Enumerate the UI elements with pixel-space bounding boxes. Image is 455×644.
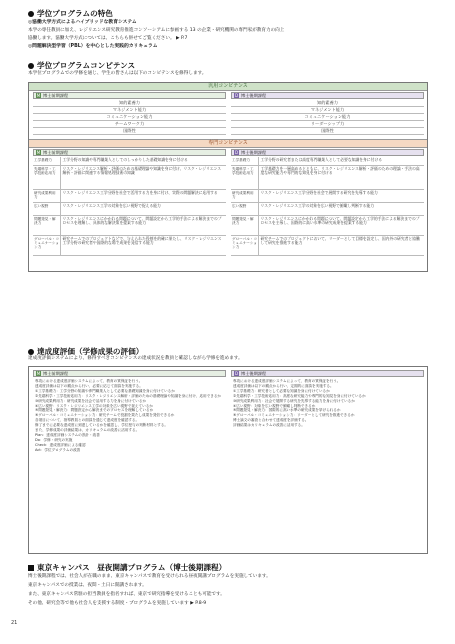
doctor-tag: D xyxy=(234,371,239,376)
spec-left-label: 研究成果利用力 xyxy=(33,190,61,203)
spec-right-label: 工学基礎力 xyxy=(231,157,259,166)
generic-right-item: リーダーシップ力 xyxy=(231,121,424,128)
generic-left-item: コミュニケーション能力 xyxy=(33,114,226,121)
eval-right-head: D 博士後期課程 xyxy=(231,370,424,377)
section1-line-1: ◎協働大学方式によるハイブリッドな教育システム xyxy=(28,20,137,25)
master-tag: M xyxy=(36,371,41,376)
section1-line-3: 協働します。協働大学方式については、こちらも併せてご覧ください。 ▶ P.7 xyxy=(28,36,188,41)
specialized-competence-caption: 専門コンピテンス xyxy=(29,139,427,148)
section4-line-2: 東京キャンパスでの授業は、夜間・土日に開講されます。 xyxy=(28,583,147,588)
page-number: 21 xyxy=(11,620,18,626)
section2-title: 学位プログラムコンピテンス xyxy=(28,60,135,71)
spec-left-text: リスク・レジリエンス解析・評価のための基礎理論や知識を身に付け、リスク・レジリエンス解析・評価に関連する情報処理技術の知識 xyxy=(61,166,226,190)
spec-right-label: グローバル・コミュニケーション力 xyxy=(231,236,259,256)
spec-right-label: 広い視野 xyxy=(231,203,259,216)
spec-left-text: 工学分野の知識や専門職業人としてのしっかりした基礎知識を身に付ける xyxy=(61,157,226,166)
section1-title: 学位プログラムの特色 xyxy=(28,8,113,19)
spec-left-text: 研究チームでのプロジェクトなどで、与えられた役割を的確に果たし、リスク・レジリエンス工学分野の研究者や国際的な場で成果を発信する能力 xyxy=(61,236,226,256)
section4-line-3: また、東京キャンパス常駐の担当教員を指名すれば、東京で研究指導を受けることも可能です。 xyxy=(28,592,225,597)
spec-right-label: 研究成果利用力 xyxy=(231,190,259,203)
section1-line-4: ◎問題解決型学習（PBL）を中心とした実践的カリキュラム xyxy=(28,44,158,49)
spec-left-text: リスク・レジリエンス工学の対象を広い視野で捉える能力 xyxy=(61,203,226,216)
specialized-left-head: M 博士前期課程 xyxy=(33,149,226,156)
spec-right-text: 研究チームでのプロジェクトにおいて、リーダーとして目標を設定し、国内外の研究者と協働して研究を推進する能力 xyxy=(259,236,424,256)
generic-right-item: 国際性 xyxy=(231,128,424,135)
competence-table xyxy=(28,82,428,272)
spec-left-label: 先端科学・工学技術応用力 xyxy=(33,166,61,190)
doctor-tag: D xyxy=(234,93,239,98)
section3-lead: 達成度評価システムにより、修得すべきコンピテンスの達成状況を教員と確認しながら学修を進めます。 xyxy=(28,356,243,361)
generic-right-item: コミュニケーション能力 xyxy=(231,114,424,121)
section2-lead: 本学位プログラムでの学修を通じ、学生の皆さんは以下のコンピテンスを修得します。 xyxy=(28,71,207,76)
spec-right-text: 工学基礎力を一層高めるとともに、リスク・レジリエンス解析・評価のための理論・手法の高度な研究能力や専門的な知見を身に付ける xyxy=(259,166,424,190)
master-tag: M xyxy=(36,150,41,155)
generic-competence-caption: 汎用コンピテンス xyxy=(29,83,427,91)
bullet-dot-icon xyxy=(28,349,34,355)
bullet-dot-icon xyxy=(28,11,34,17)
generic-left-item: 国際性 xyxy=(33,128,226,135)
spec-right-text: リスク・レジリエンスにかかわる問題について、問題設定から工学的手法による解決までのプロセスを主導し、国際的に高い水準の研究成果を提案する能力 xyxy=(259,216,424,236)
doctor-tag: D xyxy=(234,150,239,155)
section4-line-4: その他、研究会等で他も社会人を支援する制度・プログラムを実施しています ▶ P.8-9 xyxy=(28,601,207,606)
generic-right-head: D 博士後期課程 xyxy=(231,92,424,99)
section4-line-1: 博士後期課程では、社会人が在職のまま、東京キャンパスで教育を受けられる昼夜開講プログラムを実施しています。 xyxy=(28,574,271,579)
section4-title: 東京キャンパス 昼夜開講プログラム（博士後期課程） xyxy=(28,562,226,573)
section1-line-2: 本学の専任教員に加え、レジリエンス研究教育推進コンソーシアムに参画する 13 の企業・研究機関の専門家が教育力の向上 xyxy=(28,28,285,33)
generic-left-item: マネジメント能力 xyxy=(33,107,226,114)
master-tag: M xyxy=(36,93,41,98)
generic-right-item: マネジメント能力 xyxy=(231,107,424,114)
generic-left-head: M 博士前期課程 xyxy=(33,92,226,99)
spec-left-text: リスク・レジリエンスにかかわる問題について、問題設定から工学的手法による解決までのプロセスを理解し、具体的な解決策を提案する能力 xyxy=(61,216,226,236)
specialized-right-head: D 博士後期課程 xyxy=(231,149,424,156)
spec-right-label: 先端科学・工学技術応用力 xyxy=(231,166,259,190)
spec-right-text: リスク・レジリエンス工学の対象を広い視野で俯瞰し判断する能力 xyxy=(259,203,424,216)
spec-left-text: リスク・レジリエンス工学分野を社会で活用する力を身に付け、実際の問題解決に応用する xyxy=(61,190,226,203)
spec-right-text: リスク・レジリエンス工学分野を社会で展開する研究を先導する能力 xyxy=(259,190,424,203)
generic-left-item: 知的素養力 xyxy=(33,100,226,107)
evaluation-table xyxy=(28,366,428,554)
eval-left-text: 専攻における達成度評価システムによって、教育の質保証を行う。 達成度評価は以下の観点から行い、必要に応じて面談を実施する。 ①工学基礎力：工学分野の知識や専門職業人として必要な基礎知識を身に付けているか ②先端科学・工学技術応用力：リスク・レジリエンス解析・評価のための基礎理論や知識を身に付け、応用できるか ③研究成果利用力：研究成果を社会で活用する力を身に付けているか ④広い視野：リスク・レジリエンス工学の対象を広い視野で捉えているか ⑤問題発見・解決力：問題設定から解決までのプロセスを理解しているか ⑥グローバル・コミュニケーション力：研究チームで役割を果たし成果を発信できるか 各項目について、指導教員との面談を通じて達成度を確認する。 修了までに必要な達成度に到達しているかを確認し、学位授与の判断材料とする。 また、学修成果の評価結果は、カリキュラムの改善に活用する。 Plan：達成度評価システムの設計・改善 Do：学修・研究の実施 Check：達成度評価による確認 Act：学位プログラムの改善 xyxy=(35,379,222,452)
generic-left-item: チームワーク力 xyxy=(33,121,226,128)
spec-left-label: 問題発見・解決力 xyxy=(33,216,61,236)
eval-right-text: 専攻における達成度評価システムによって、教育の質保証を行う。 達成度評価は以下の観点から行い、定期的に面談を実施する。 ①工学基礎力：研究者として必要な知識を身に付けているか ②先端科学・工学技術応用力：高度な研究能力や専門的な知見を身に付けているか ③研究成果利用力：社会で展開する研究を先導する能力を身に付けているか ④広い視野：対象を広い視野で俯瞰し判断できるか ⑤問題発見・解決力：国際的に高い水準の研究成果を挙げられるか ⑥グローバル・コミュニケーション力：リーダーとして研究を推進できるか 博士論文の審査と合わせて達成度を評価する。 評価結果はカリキュラムの改善に活用する。 xyxy=(233,379,366,428)
generic-right-item: 知的素養力 xyxy=(231,100,424,107)
bullet-dot-icon xyxy=(28,565,34,571)
section3-title: 達成度評価（学修成果の評価） xyxy=(28,346,143,357)
spec-right-label: 問題発見・解決力 xyxy=(231,216,259,236)
spec-left-label: グローバル・コミュニケーション力 xyxy=(33,236,61,256)
eval-left-head: M 博士前期課程 xyxy=(33,370,226,377)
spec-left-label: 工学基礎力 xyxy=(33,157,61,166)
bullet-dot-icon xyxy=(28,63,34,69)
spec-left-label: 広い視野 xyxy=(33,203,61,216)
spec-right-text: 工学分野の研究者または高度専門職業人として必要な知識を身に付ける xyxy=(259,157,424,166)
